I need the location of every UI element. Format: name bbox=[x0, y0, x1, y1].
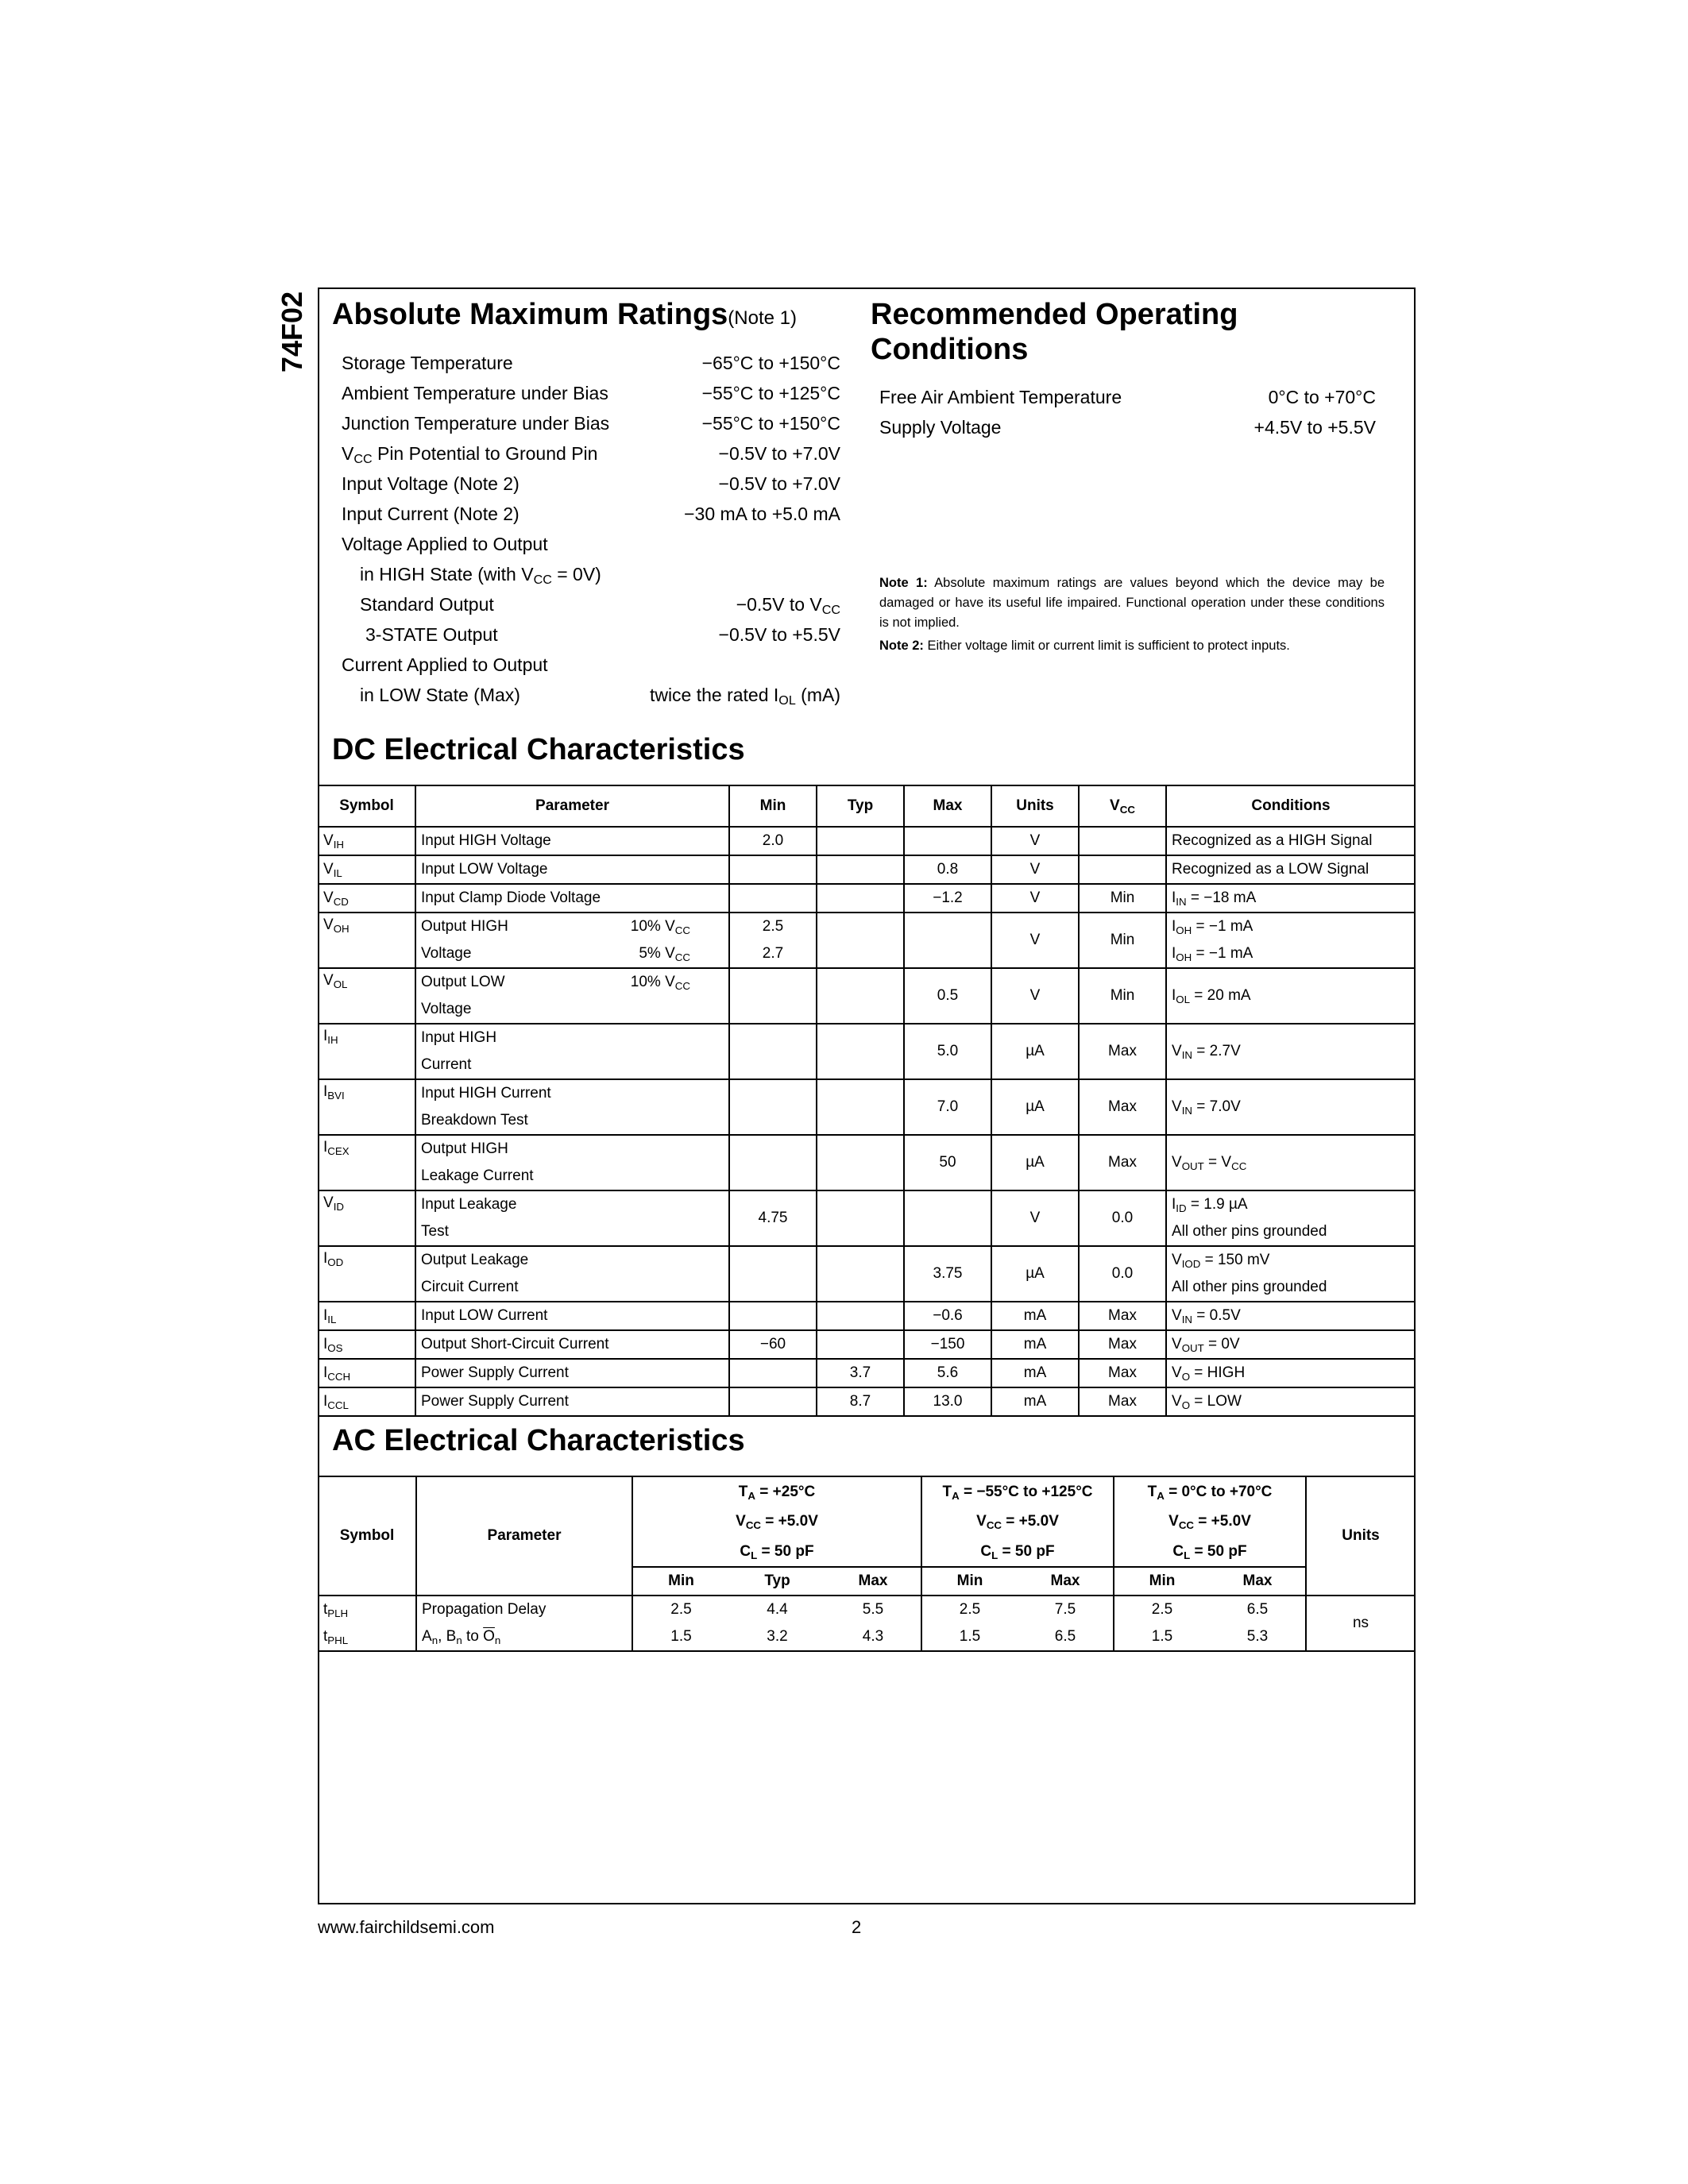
footer-url[interactable]: www.fairchildsemi.com bbox=[318, 1917, 495, 1937]
dc-row-voh-2: Voltage 5% $V_{CC}$ 2.7 $I_{OH} = -1$ mA bbox=[319, 940, 1415, 968]
dc-row-iih: $I_{IH}$ Input HIGH 5.0 µA Max $V_{IN} = 2.7V$ bbox=[319, 1024, 1415, 1051]
dc-title: DC Electrical Characteristics bbox=[332, 733, 745, 766]
abs-row: Voltage Applied to Output bbox=[342, 534, 548, 554]
abs-max-note-ref: (Note 1) bbox=[728, 307, 797, 329]
abs-row: $V_{CC}$ Pin Potential to Ground Pin −0.5V to +7.0V bbox=[342, 443, 840, 466]
dc-row-iil: $I_{IL}$ Input LOW Current −0.6 mA Max $V_{IN} = 0.5V$ bbox=[319, 1302, 1415, 1330]
ac-header-row: Symbol Parameter $T_A = +25^\circ C$ $T_A = -55^\circ C$ to +125°C $T_A = 0^\circ C$ to +70°C Units bbox=[319, 1476, 1415, 1507]
dc-row-icex: $I_{CEX}$ Output HIGH 50 µA Max $V_{OUT} = V_{CC}$ bbox=[319, 1135, 1415, 1163]
dc-row-ibvi: $I_{BVI}$ Input HIGH Current 7.0 µA Max $V_{IN} = 7.0V$ bbox=[319, 1079, 1415, 1107]
dc-row-voh: $V_{OH}$ Output HIGH 10% $V_{CC}$ 2.5 V Min $I_{OH} = -1$ mA bbox=[319, 913, 1415, 940]
abs-row: Input Voltage (Note 2) −0.5V to +7.0V bbox=[342, 473, 840, 494]
side-part-number bbox=[268, 284, 316, 380]
ac-row-tplh: $t_{PLH}$ Propagation Delay 2.5 4.4 5.5 2.5 7.5 2.5 6.5 ns bbox=[319, 1596, 1415, 1623]
abs-row: Junction Temperature under Bias −55°C to +150°C bbox=[342, 413, 840, 434]
dc-row-ios: $I_{OS}$ Output Short-Circuit Current −60 −150 mA Max $V_{OUT} = 0V$ bbox=[319, 1330, 1415, 1359]
ac-subheader-row: Min Typ Max Min Max Min Max bbox=[319, 1567, 1415, 1596]
dc-row-iih-2: Current bbox=[319, 1051, 1415, 1079]
ac-title: AC Electrical Characteristics bbox=[332, 1424, 745, 1457]
footer-page-number: 2 bbox=[852, 1917, 862, 1937]
rec-op-row: Supply Voltage +4.5V to +5.5V bbox=[879, 417, 1376, 438]
dc-row-vih: $V_{IH}$ Input HIGH Voltage 2.0 V Recognized as a HIGH Signal bbox=[319, 827, 1415, 855]
abs-row: in HIGH State (with $V_{CC} = 0V$) bbox=[360, 564, 601, 587]
dc-row-vid: $V_{ID}$ Input Leakage 4.75 V 0.0 $I_{ID} = 1.9$ µA bbox=[319, 1190, 1415, 1218]
dc-header-row: Symbol Parameter Min Typ Max Units $V_{CC}$ Conditions bbox=[319, 785, 1415, 827]
abs-row: in LOW State (Max) twice the rated $I_{OL}$ (mA) bbox=[360, 685, 840, 708]
abs-row: Ambient Temperature under Bias −55°C to +125°C bbox=[342, 383, 840, 403]
rec-op-title: Recommended Operating Conditions bbox=[871, 298, 1238, 366]
rec-op-row: Free Air Ambient Temperature 0°C to +70°C bbox=[879, 387, 1376, 407]
dc-row-vol: $V_{OL}$ Output LOW 10% $V_{CC}$ 0.5 V Min $I_{OL} = 20$ mA bbox=[319, 968, 1415, 996]
ac-header-cl: $C_L = 50$ pF $C_L = 50$ pF $C_L = 50$ pF bbox=[319, 1537, 1415, 1567]
notes bbox=[879, 573, 1385, 656]
dc-row-iccl: $I_{CCL}$ Power Supply Current 8.7 13.0 mA Max $V_O$ = LOW bbox=[319, 1387, 1415, 1416]
ac-param-an-bn-on: $A_n$, $B_n$ to $\overline{O}_n$ bbox=[416, 1623, 632, 1651]
ac-row-tphl: $t_{PHL}$ $A_n$, $B_n$ to $\overline{O}_n$ 1.5 3.2 4.3 1.5 6.5 1.5 5.3 bbox=[319, 1623, 1415, 1651]
dc-row-vcd: $V_{CD}$ Input Clamp Diode Voltage −1.2 V Min $I_{IN} = -18$ mA bbox=[319, 884, 1415, 913]
note-1: Note 1: Absolute maximum ratings are values beyond which the device may be damaged or have its useful life impaired. Functional operation under these conditions is not implied. bbox=[879, 576, 1385, 630]
abs-row: Input Current (Note 2) −30 mA to +5.0 mA bbox=[342, 504, 840, 524]
dc-row-icex-2: Leakage Current bbox=[319, 1163, 1415, 1190]
dc-row-icch: $I_{CCH}$ Power Supply Current 3.7 5.6 mA Max $V_O$ = HIGH bbox=[319, 1359, 1415, 1387]
dc-row-iod-2: Circuit Current All other pins grounded bbox=[319, 1274, 1415, 1302]
abs-row: Storage Temperature −65°C to +150°C bbox=[342, 353, 840, 373]
abs-max-title: Absolute Maximum Ratings(Note 1) bbox=[332, 298, 797, 331]
ac-header-vcc: $V_{CC} = +5.0V$ $V_{CC} = +5.0V$ $V_{CC} = +5.0V$ bbox=[319, 1507, 1415, 1537]
abs-row: 3-STATE Output −0.5V to +5.5V bbox=[365, 624, 840, 645]
dc-row-vid-2: Test All other pins grounded bbox=[319, 1218, 1415, 1246]
note-2: Note 2: Either voltage limit or current limit is sufficient to protect inputs. bbox=[879, 639, 1290, 653]
dc-row-vil: $V_{IL}$ Input LOW Voltage 0.8 V Recognized as a LOW Signal bbox=[319, 855, 1415, 884]
dc-table bbox=[319, 785, 1415, 1417]
dc-row-iod: $I_{OD}$ Output Leakage 3.75 µA 0.0 $V_{IOD} = 150$ mV bbox=[319, 1246, 1415, 1274]
abs-row: Current Applied to Output bbox=[342, 654, 548, 675]
dc-row-vol-2: Voltage bbox=[319, 996, 1415, 1024]
abs-row: Standard Output −0.5V to $V_{CC}$ bbox=[360, 594, 840, 617]
part-number-text: 74F02 bbox=[276, 291, 308, 373]
ac-table bbox=[319, 1476, 1415, 1652]
dc-row-ibvi-2: Breakdown Test bbox=[319, 1107, 1415, 1135]
